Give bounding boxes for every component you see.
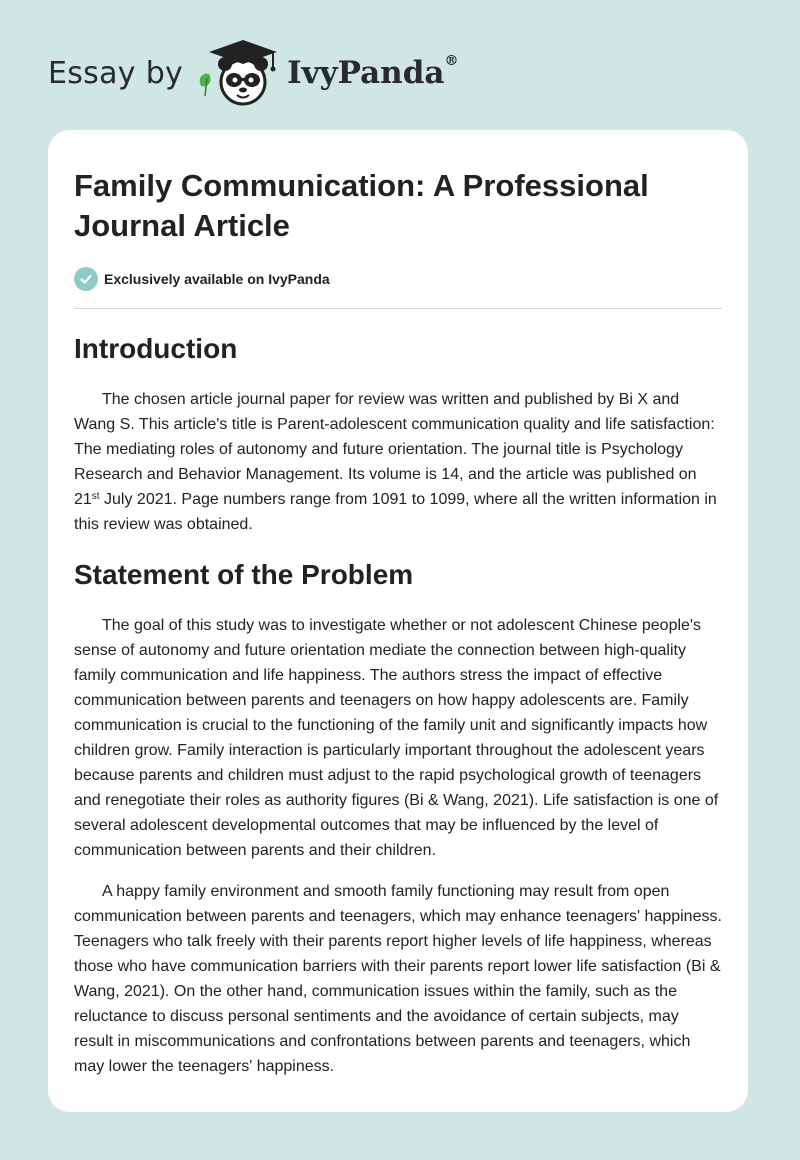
paragraph-introduction	[74, 387, 722, 537]
paragraph-text: July 2021. Page numbers range from 1091 to 1099, where all the written information in this review was obtained.	[74, 491, 717, 533]
site-header	[48, 38, 459, 108]
section-heading-introduction: Introduction	[74, 333, 238, 364]
ordinal-suffix: st	[91, 491, 100, 502]
brand-name[interactable]	[287, 55, 458, 91]
registered-mark: ®	[444, 53, 459, 69]
article-title: Family Communication: A Professional Journal Article	[74, 168, 649, 243]
article-content	[74, 130, 722, 1079]
section-heading-problem: Statement of the Problem	[74, 559, 414, 590]
paragraph-text: The chosen article journal paper for review was written and published by Bi X and Wang S. This article's title is Parent-adolescent communication quality and life satisfaction: The mediating roles of autonomy and future orientation. The journal title is Psychology Research and Behavior Management. Its volume is 14, and the article was published on 21	[74, 391, 715, 508]
paragraph-problem-2: A happy family environment and smooth family functioning may result from open communication between parents and teenagers, which may enhance teenagers' happiness. Teenagers who talk freely with their parents report higher levels of life happiness, whereas those who have communication barriers with their parents report lower life satisfaction (Bi & Wang, 2021). On the other hand, communication issues within the family, such as the reluctance to discuss personal sentiments and the avoidance of certain subjects, may result in miscommunications and confrontations between parents and teenagers, which may lower the teenagers' happiness.	[74, 883, 722, 1075]
exclusive-label: Exclusively available on IvyPanda	[104, 271, 330, 287]
paragraph-problem-1: The goal of this study was to investigate whether or not adolescent Chinese people's sense of autonomy and future orientation mediate the connection between high-quality family communication and life happiness. The authors stress the impact of effective communication between parents and teenagers on how happy adolescents are. Family communication is crucial to the functioning of the family unit and significantly impacts how children grow. Family interaction is particularly important throughout the adolescent years because parents and children must adjust to the rapid psychological growth of teenagers and renegotiate their roles as authority figures (Bi & Wang, 2021). Life satisfaction is one of several adolescent developmental outcomes that may be influenced by the level of communication between parents and their children.	[74, 617, 719, 859]
exclusive-badge	[74, 266, 722, 292]
check-badge-icon	[74, 267, 98, 291]
article-card	[48, 130, 748, 1112]
essay-by-label: Essay by	[48, 55, 184, 91]
panda-graduate-logo-icon[interactable]	[195, 38, 285, 108]
brand-name-text: IvyPanda	[287, 55, 445, 91]
title-divider	[74, 308, 722, 309]
